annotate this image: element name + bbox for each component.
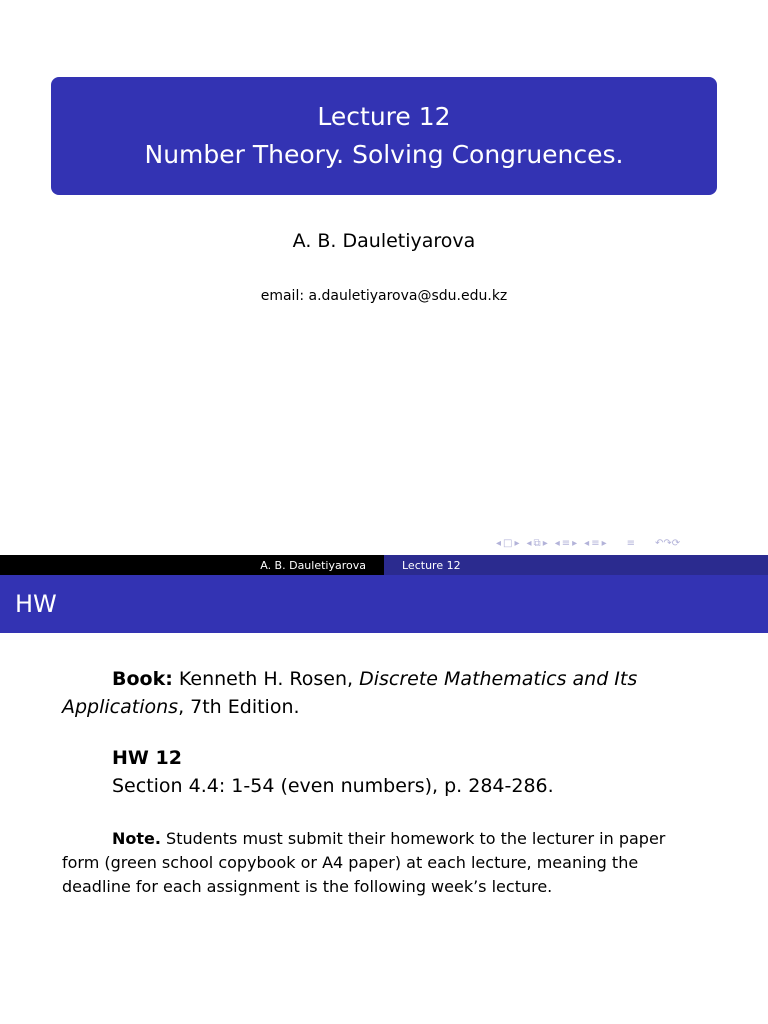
align-icon[interactable]: ≡ xyxy=(626,537,636,549)
nav-next-section-icon[interactable]: ▸ xyxy=(572,537,578,549)
footline xyxy=(0,555,768,575)
hw-assignment: Section 4.4: 1-54 (even numbers), p. 284-286. xyxy=(112,775,554,797)
frame-icon[interactable]: □ xyxy=(503,537,513,549)
book-edition: , 7th Edition. xyxy=(178,696,300,718)
back-forward-search-icon[interactable]: ↶↷⟳ xyxy=(655,537,681,549)
footline-author: A. B. Dauletiyarova xyxy=(0,555,384,575)
nav-prev-frame-icon[interactable]: ◂ xyxy=(496,537,502,549)
section-icon[interactable]: ≡ xyxy=(561,537,571,549)
nav-next-frame-icon[interactable]: ▸ xyxy=(514,537,520,549)
book-label: Book: xyxy=(112,668,173,690)
title-box xyxy=(51,77,717,195)
author-name: A. B. Dauletiyarova xyxy=(292,230,476,252)
lecture-subtitle: Number Theory. Solving Congruences. xyxy=(144,140,624,169)
beamer-navigation xyxy=(496,535,680,551)
book-author: Kenneth H. Rosen, xyxy=(172,668,360,690)
frame-title: HW xyxy=(0,575,768,633)
nav-next-subsection-icon[interactable]: ▸ xyxy=(542,537,548,549)
note-text: Students must submit their homework to the lecturer in paper form (green school copybook or A4 paper) at each lecture, meaning the deadline for each assignment is the following week’s lecture. xyxy=(62,829,666,896)
nav-prev-subsection-icon[interactable]: ◂ xyxy=(526,537,532,549)
document-icon[interactable]: ≡ xyxy=(591,537,600,549)
author-email: email: a.dauletiyarova@sdu.edu.kz xyxy=(260,288,508,304)
nav-prev-section-icon[interactable]: ◂ xyxy=(554,537,560,549)
note-label: Note. xyxy=(112,829,161,848)
book-title: Discrete Mathematics and Its Applications xyxy=(62,668,638,718)
hw-heading: HW 12 xyxy=(112,747,182,769)
book-reference xyxy=(62,665,682,721)
footline-title: Lecture 12 xyxy=(384,555,768,575)
nav-next-doc-icon[interactable]: ▸ xyxy=(601,537,607,549)
hw-slide xyxy=(0,555,768,1024)
lecture-title: Lecture 12 xyxy=(317,102,451,131)
note-paragraph xyxy=(62,827,692,899)
subsection-icon[interactable]: ⧉ xyxy=(533,537,541,549)
nav-prev-doc-icon[interactable]: ◂ xyxy=(584,537,590,549)
